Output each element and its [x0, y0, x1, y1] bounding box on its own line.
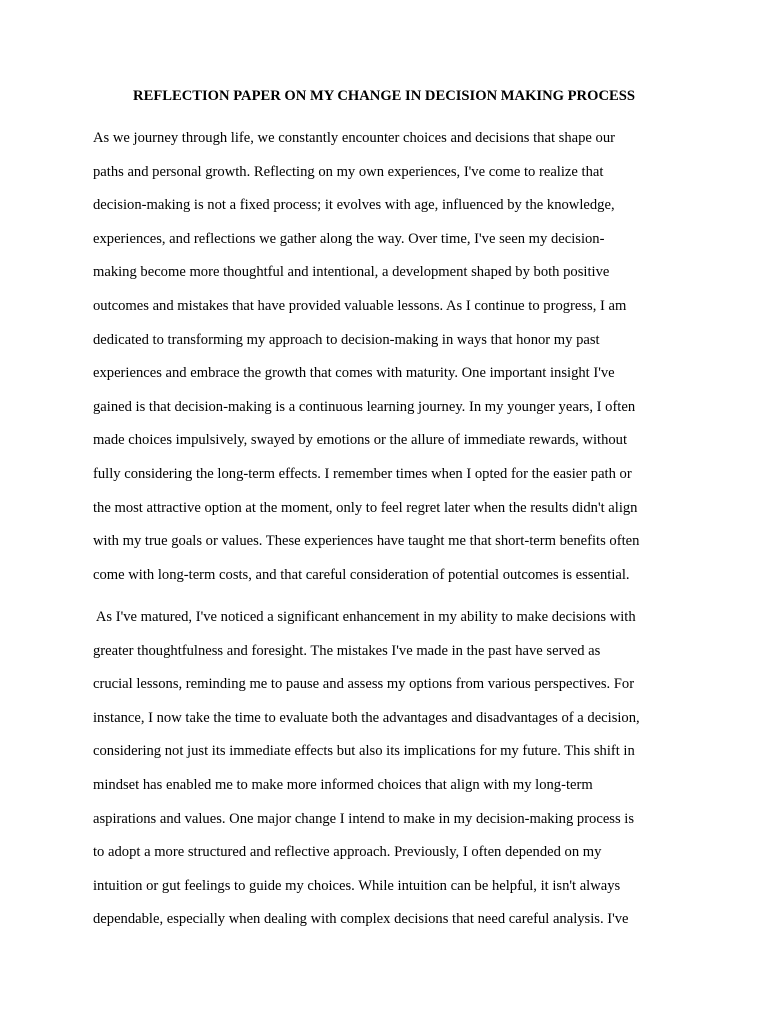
text-line: As we journey through life, we constantly encounter choices and decisions that shape our	[93, 130, 615, 146]
text-line: considering not just its immediate effects but also its implications for my future. This shift in	[93, 743, 635, 760]
paragraph-1	[93, 128, 693, 598]
text-line: mindset has enabled me to make more informed choices that align with my long-term	[93, 776, 593, 793]
document-title: REFLECTION PAPER ON MY CHANGE IN DECISION MAKING PROCESS	[133, 88, 635, 104]
text-line: instance, I now take the time to evaluate both the advantages and disadvantages of a decision,	[93, 709, 640, 726]
text-line: greater thoughtfulness and foresight. The mistakes I've made in the past have served as	[93, 642, 601, 659]
text-line: dedicated to transforming my approach to decision-making in ways that honor my past	[93, 331, 600, 348]
text-line: fully considering the long-term effects. I remember times when I opted for the easier path or	[93, 465, 632, 482]
text-line: experiences, and reflections we gather along the way. Over time, I've seen my decision-	[93, 230, 605, 247]
text-line: making become more thoughtful and intentional, a development shaped by both positive	[93, 264, 610, 281]
text-line: As I've matured, I've noticed a significant enhancement in my ability to make decisions with	[93, 609, 636, 625]
paragraph-2	[93, 607, 693, 943]
text-line: paths and personal growth. Reflecting on my own experiences, I've come to realize that	[93, 163, 604, 180]
text-line: decision-making is not a fixed process; it evolves with age, influenced by the knowledge,	[93, 197, 615, 214]
text-line: gained is that decision-making is a continuous learning journey. In my younger years, I often	[93, 398, 636, 415]
text-line: outcomes and mistakes that have provided valuable lessons. As I continue to progress, I am	[93, 297, 627, 314]
text-line: dependable, especially when dealing with complex decisions that need careful analysis. I've	[93, 911, 629, 928]
text-line: with my true goals or values. These experiences have taught me that short-term benefits often	[93, 533, 640, 550]
text-line: to adopt a more structured and reflective approach. Previously, I often depended on my	[93, 844, 602, 861]
text-line: intuition or gut feelings to guide my choices. While intuition can be helpful, it isn't always	[93, 877, 621, 894]
text-line: experiences and embrace the growth that comes with maturity. One important insight I've	[93, 365, 615, 382]
text-line: the most attractive option at the moment, only to feel regret later when the results didn't align	[93, 499, 638, 516]
text-line: come with long-term costs, and that careful consideration of potential outcomes is essential.	[93, 566, 630, 583]
text-line: aspirations and values. One major change I intend to make in my decision-making process is	[93, 810, 635, 827]
text-line: crucial lessons, reminding me to pause and assess my options from various perspectives. For	[93, 676, 635, 693]
text-line: made choices impulsively, swayed by emotions or the allure of immediate rewards, without	[93, 432, 628, 449]
